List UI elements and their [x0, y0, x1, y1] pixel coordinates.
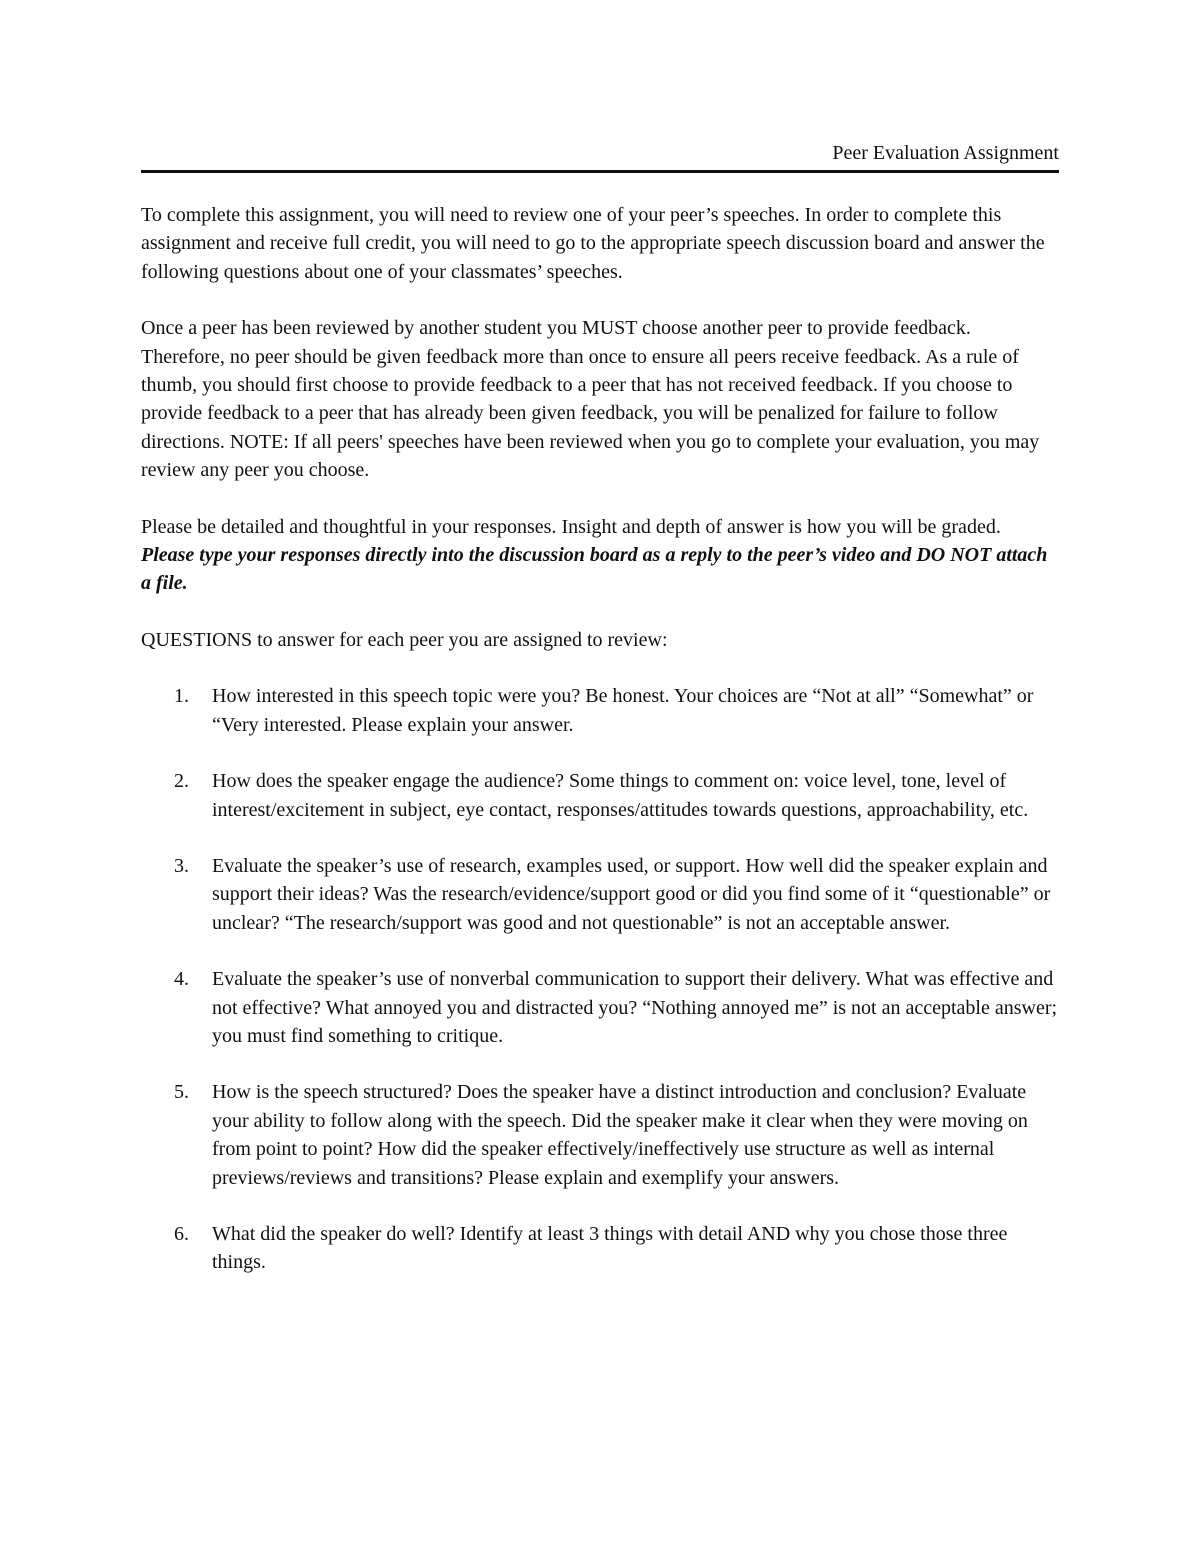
question-text: How interested in this speech topic were you? Be honest. Your choices are “Not at all” “Somewhat” or “Very interested. Please explain your answer. [212, 685, 1034, 736]
grading-paragraph [141, 513, 1059, 598]
question-number: 4. [174, 968, 189, 991]
question-number: 6. [174, 1222, 189, 1245]
question-item [141, 965, 1059, 1050]
question-number: 5. [174, 1081, 189, 1104]
submission-instructions: Please type your responses directly into the discussion board as a reply to the peer’s video and DO NOT attach a file. [141, 544, 1048, 595]
question-text: How does the speaker engage the audience? Some things to comment on: voice level, tone, level of interest/excitement in subject, eye contact, responses/attitudes towards questions, approachability, etc. [212, 770, 1029, 821]
document-page [141, 138, 1059, 1305]
question-text: Evaluate the speaker’s use of research, examples used, or support. How well did the speaker explain and support their ideas? Was the research/evidence/support good or did you find some of it “questionable” or unclear? “The research/support was good and not questionable” is not an acceptable answer. [212, 854, 1051, 934]
question-number: 2. [174, 770, 189, 793]
question-number: 3. [174, 854, 189, 877]
question-text: Evaluate the speaker’s use of nonverbal communication to support their delivery. What was effective and not effective? What annoyed you and distracted you? “Nothing annoyed me” is not an acceptable answer; you must find something to critique. [212, 968, 1058, 1047]
page-header [141, 138, 1059, 173]
question-text: What did the speaker do well? Identify at least 3 things with detail AND why you chose those three things. [212, 1222, 1008, 1274]
questions-list [141, 682, 1059, 1277]
question-text: How is the speech structured? Does the speaker have a distinct introduction and conclusion? Evaluate your ability to follow along with the speech. Did the speaker make it clear when they were moving on from point to point? How did the speaker effectively/ineffectively use structure as well as internal previews/reviews and transitions? Please explain and exemplify your answers. [212, 1081, 1028, 1189]
question-item [141, 682, 1059, 739]
question-item [141, 852, 1059, 937]
document-body [141, 201, 1059, 1277]
feedback-rules-paragraph: Once a peer has been reviewed by another student you MUST choose another peer to provide feedback. Therefore, no peer should be given feedback more than once to ensure all peers receive feedback. As a rule of thumb, you should first choose to provide feedback to a peer that has not received feedback. If you choose to provide feedback to a peer that has already been given feedback, you will be penalized for failure to follow directions. NOTE: If all peers' speeches have been reviewed when you go to complete your evaluation, you may review any peer you choose. [141, 317, 1040, 482]
intro-paragraph: To complete this assignment, you will need to review one of your peer’s speeches. In order to complete this assignment and receive full credit, you will need to go to the appropriate speech discussion board and answer the following questions about one of your classmates’ speeches. [141, 204, 1045, 283]
question-number: 1. [174, 685, 189, 708]
question-item [141, 1220, 1059, 1277]
document-title: Peer Evaluation Assignment [832, 142, 1059, 164]
question-item [141, 1078, 1059, 1192]
question-item [141, 767, 1059, 824]
grading-instructions: Please be detailed and thoughtful in your responses. Insight and depth of answer is how you will be graded. [141, 515, 1001, 538]
questions-heading: QUESTIONS to answer for each peer you are assigned to review: [141, 628, 668, 651]
